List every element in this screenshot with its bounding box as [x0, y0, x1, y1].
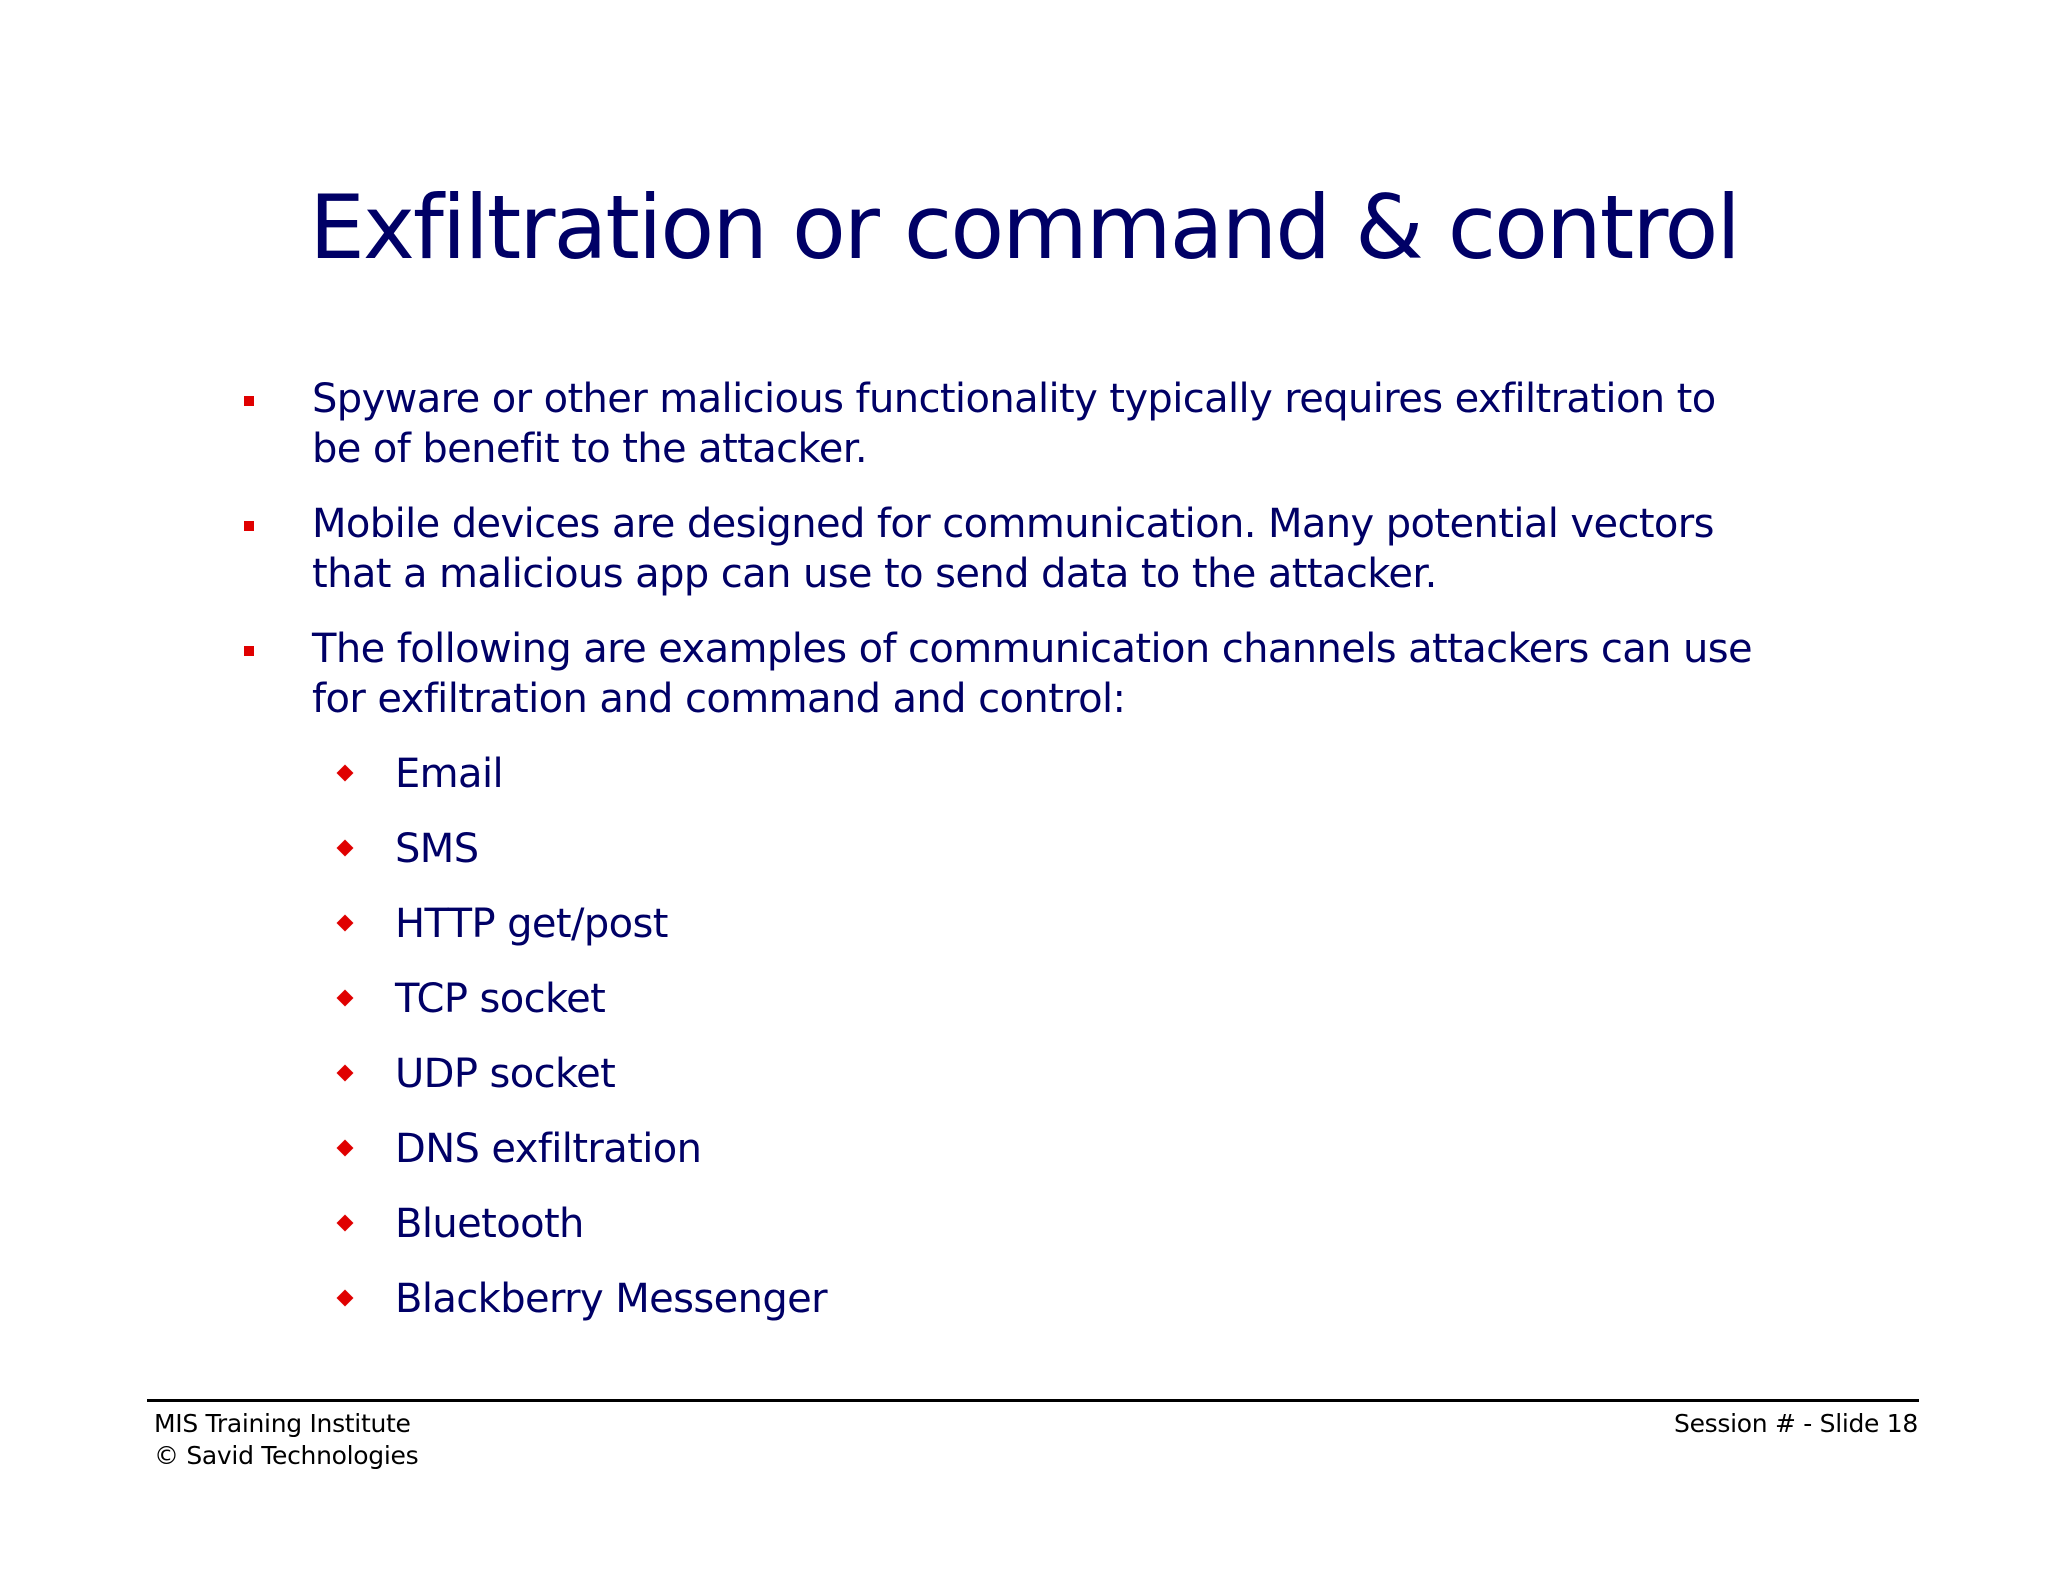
- sub-bullet-item: [395, 1049, 1695, 1099]
- square-bullet-icon: [244, 396, 254, 406]
- sub-bullet-item: [395, 974, 1695, 1024]
- bullet-text: The following are examples of communication channels attackers can use for exfiltration and command and control:: [312, 626, 1753, 722]
- slide-title: Exfiltration or command & control: [309, 176, 1739, 279]
- footer-copyright: © Savid Technologies: [154, 1441, 419, 1470]
- bullet-text: Mobile devices are designed for communication. Many potential vectors that a malicious app can use to send data to the attacker.: [312, 501, 1714, 597]
- diamond-bullet-icon: [337, 915, 354, 932]
- bullet-item: [312, 624, 1772, 724]
- diamond-bullet-icon: [337, 1215, 354, 1232]
- sub-bullet-text: HTTP get/post: [395, 901, 668, 947]
- slide-number: Session # - Slide 18: [1674, 1409, 1918, 1438]
- footer-divider: [147, 1399, 1919, 1402]
- diamond-bullet-icon: [337, 1290, 354, 1307]
- sub-bullet-text: Bluetooth: [395, 1201, 584, 1247]
- sub-bullet-text: Email: [395, 751, 503, 797]
- sub-bullet-text: Blackberry Messenger: [395, 1276, 828, 1322]
- sub-bullet-text: DNS exfiltration: [395, 1126, 702, 1172]
- sub-bullet-text: UDP socket: [395, 1051, 616, 1097]
- sub-bullet-item: [395, 1274, 1695, 1324]
- diamond-bullet-icon: [337, 765, 354, 782]
- sub-bullet-item: [395, 899, 1695, 949]
- bullet-text: Spyware or other malicious functionality typically requires exfiltration to be of benefit to the attacker.: [312, 376, 1716, 472]
- diamond-bullet-icon: [337, 990, 354, 1007]
- sub-bullet-text: TCP socket: [395, 976, 606, 1022]
- square-bullet-icon: [244, 521, 254, 531]
- sub-bullet-item: [395, 749, 1695, 799]
- diamond-bullet-icon: [337, 1065, 354, 1082]
- square-bullet-icon: [244, 646, 254, 656]
- sub-bullet-item: [395, 1199, 1695, 1249]
- footer-credits: [154, 1408, 418, 1472]
- sub-bullet-item: [395, 1124, 1695, 1174]
- sub-bullet-item: [395, 824, 1695, 874]
- bullet-item: [312, 499, 1772, 599]
- diamond-bullet-icon: [337, 1140, 354, 1157]
- footer-institute: MIS Training Institute: [154, 1409, 411, 1438]
- diamond-bullet-icon: [337, 840, 354, 857]
- sub-bullet-text: SMS: [395, 826, 479, 872]
- bullet-item: [312, 374, 1772, 474]
